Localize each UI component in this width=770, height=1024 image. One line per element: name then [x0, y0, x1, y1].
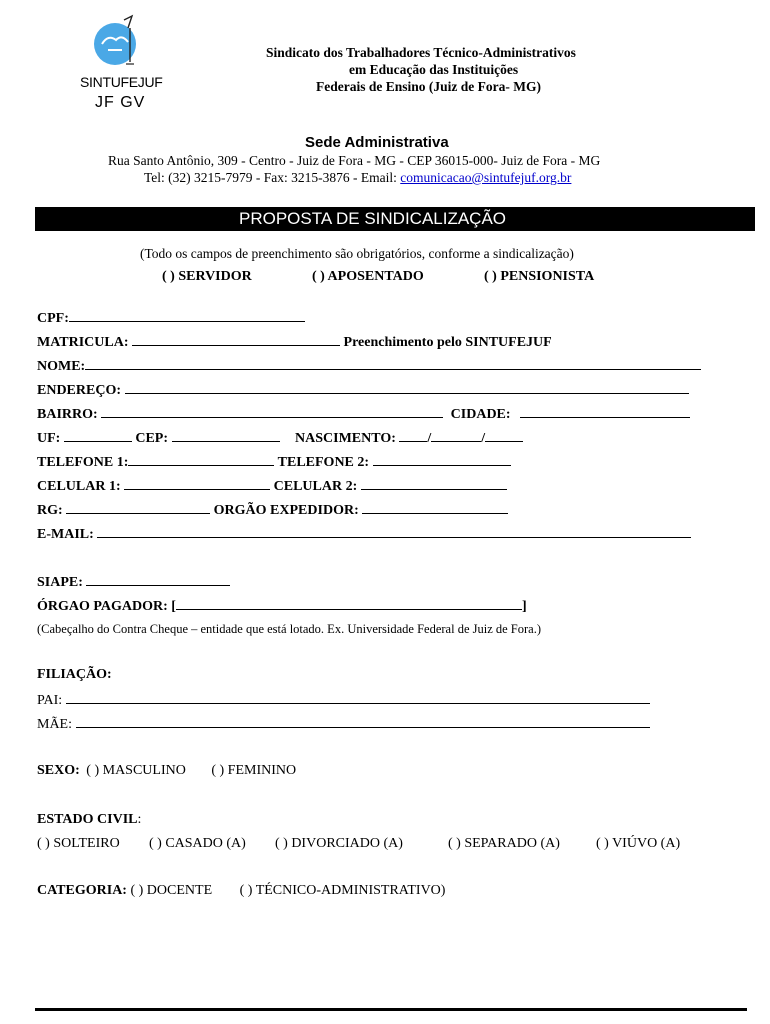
form-banner — [35, 207, 755, 231]
siape-row — [37, 573, 230, 591]
nascimento-year[interactable] — [485, 429, 523, 442]
celular-row — [37, 477, 507, 495]
endereco-label: ENDEREÇO: — [37, 383, 122, 398]
email-row — [37, 525, 691, 543]
siape-input[interactable] — [86, 573, 230, 586]
rg-input[interactable] — [66, 501, 210, 514]
celular2-label: CELULAR 2: — [273, 479, 358, 494]
nome-label: NOME: — [37, 359, 86, 374]
matricula-label: MATRICULA: — [37, 335, 129, 350]
uf-row — [37, 429, 523, 447]
header-line-1: Sindicato dos Trabalhadores Técnico-Administrativos — [266, 45, 576, 60]
sexo-masculino[interactable]: ( ) MASCULINO — [86, 763, 186, 778]
logo — [80, 14, 170, 119]
civil-separado[interactable]: ( ) SEPARADO (A) — [448, 836, 560, 851]
pai-row — [37, 691, 650, 709]
cidade-label: CIDADE: — [450, 407, 511, 422]
header-line-2: em Educação das Instituições — [349, 62, 519, 77]
telefone1-label: TELEFONE 1: — [37, 455, 129, 470]
celular2-input[interactable] — [361, 477, 507, 490]
civil-casado[interactable]: ( ) CASADO (A) — [149, 836, 246, 851]
matricula-row — [37, 333, 552, 351]
uf-label: UF: — [37, 431, 61, 446]
orgao-expedidor-label: ORGÃO EXPEDIDOR: — [213, 503, 359, 518]
civil-divorciado[interactable]: ( ) DIVORCIADO (A) — [275, 836, 403, 851]
type-pensionista[interactable]: ( ) PENSIONISTA — [484, 269, 595, 284]
type-servidor[interactable]: ( ) SERVIDOR — [162, 269, 252, 284]
siape-label: SIAPE: — [37, 575, 83, 590]
estado-civil-label: ESTADO CIVIL — [37, 812, 138, 827]
telefone-row — [37, 453, 511, 471]
logo-sub: JF GV — [95, 94, 146, 111]
bairro-row — [37, 405, 690, 423]
pai-label: PAI: — [37, 693, 63, 708]
endereco-input[interactable] — [125, 381, 689, 394]
email-label: E-MAIL: — [37, 527, 94, 542]
categoria-tecnico[interactable]: ( ) TÉCNICO-ADMINISTRATIVO) — [239, 883, 446, 898]
sexo-label: SEXO: — [37, 763, 80, 778]
categoria-label: CATEGORIA: — [37, 883, 127, 898]
type-aposentado[interactable]: ( ) APOSENTADO — [312, 269, 424, 284]
nascimento-label: NASCIMENTO: — [295, 431, 396, 446]
celular1-label: CELULAR 1: — [37, 479, 121, 494]
cidade-input[interactable] — [520, 405, 690, 418]
matricula-input[interactable] — [132, 333, 340, 346]
date-slash-1: / — [427, 431, 432, 446]
mae-row — [37, 715, 650, 733]
orgao-pagador-bracket: ] — [521, 599, 527, 614]
header-line-3: Federais de Ensino (Juiz de Fora- MG) — [316, 79, 541, 94]
cabecalho-note: (Cabeçalho do Contra Cheque – entidade que está lotado. Ex. Universidade Federal de Juiz de Fora.) — [37, 622, 542, 636]
mae-label: MÃE: — [37, 717, 72, 732]
sexo-feminino[interactable]: ( ) FEMININO — [211, 763, 297, 778]
uf-input[interactable] — [64, 429, 132, 442]
telefone2-input[interactable] — [373, 453, 511, 466]
cpf-row — [37, 309, 305, 327]
nascimento-day[interactable] — [399, 429, 427, 442]
sede-address: Rua Santo Antônio, 309 - Centro - Juiz de Fora - MG - CEP 36015-000- Juiz de Fora - MG — [108, 153, 601, 168]
orgao-expedidor-input[interactable] — [362, 501, 508, 514]
cpf-input[interactable] — [69, 309, 305, 322]
orgao-pagador-label: ÓRGAO PAGADOR: [ — [37, 599, 176, 614]
nome-input[interactable] — [85, 357, 701, 370]
nascimento-month[interactable] — [431, 429, 481, 442]
cpf-label: CPF: — [37, 311, 69, 326]
bairro-label: BAIRRO: — [37, 407, 98, 422]
orgao-pagador-row — [37, 597, 527, 615]
filiacao-title: FILIAÇÃO: — [37, 667, 112, 682]
logo-name: SINTUFEJUF — [80, 74, 163, 90]
nome-row — [37, 357, 701, 375]
sede-title: Sede Administrativa — [305, 134, 449, 151]
sede-contact-text: Tel: (32) 3215-7979 - Fax: 3215-3876 - Email: — [144, 170, 401, 185]
civil-solteiro[interactable]: ( ) SOLTEIRO — [37, 836, 120, 851]
rg-row — [37, 501, 508, 519]
civil-viuvo[interactable]: ( ) VIÚVO (A) — [596, 836, 681, 851]
bottom-divider — [35, 1008, 747, 1011]
bairro-input[interactable] — [101, 405, 443, 418]
email-input[interactable] — [97, 525, 691, 538]
celular1-input[interactable] — [124, 477, 270, 490]
categoria-docente[interactable]: ( ) DOCENTE — [130, 883, 213, 898]
pai-input[interactable] — [66, 691, 650, 704]
telefone2-label: TELEFONE 2: — [277, 455, 370, 470]
rg-label: RG: — [37, 503, 63, 518]
email-link[interactable]: comunicacao@sintufejuf.org.br — [400, 170, 572, 185]
form-note: (Todo os campos de preenchimento são obrigatórios, conforme a sindicalização) — [140, 246, 574, 261]
estado-civil-title — [37, 812, 141, 828]
sintufejuf-logo-icon — [88, 14, 148, 72]
sexo-row — [37, 763, 296, 779]
cep-label: CEP: — [135, 431, 168, 446]
categoria-row — [37, 883, 445, 899]
estado-civil-colon: : — [137, 812, 142, 827]
cep-input[interactable] — [172, 429, 280, 442]
telefone1-input[interactable] — [128, 453, 274, 466]
matricula-note: Preenchimento pelo SINTUFEJUF — [343, 335, 552, 350]
sede-contact — [144, 170, 571, 186]
mae-input[interactable] — [76, 715, 650, 728]
orgao-pagador-input[interactable] — [176, 597, 522, 610]
date-slash-2: / — [481, 431, 486, 446]
endereco-row — [37, 381, 689, 399]
form-title: PROPOSTA DE SINDICALIZAÇÃO — [239, 209, 507, 228]
